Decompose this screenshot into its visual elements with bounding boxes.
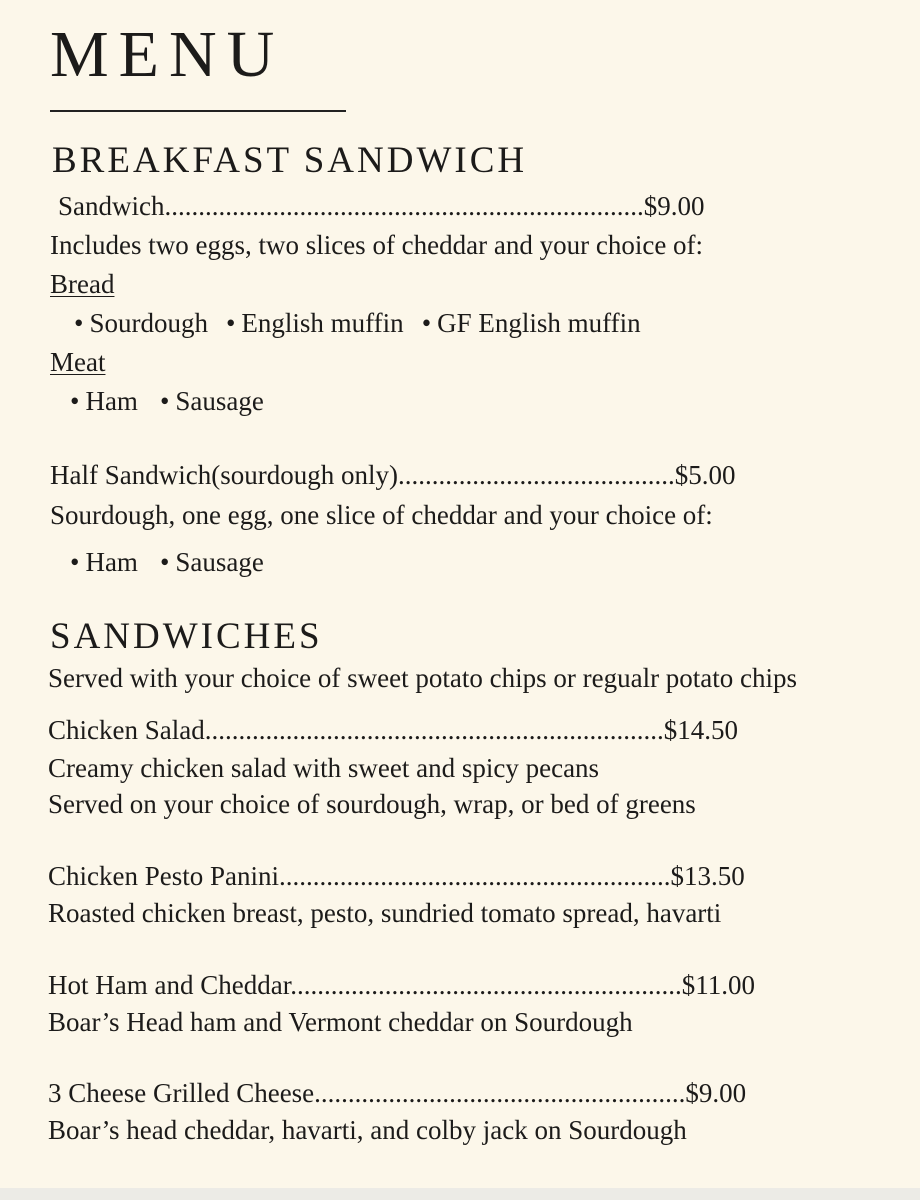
- half-option: Ham: [85, 547, 138, 577]
- item-price-line: 3 Cheese Grilled Cheese.......................................................$9.00: [48, 1078, 747, 1108]
- item-price-line: Hot Ham and Cheddar..........................................................$11.00: [48, 970, 755, 1000]
- item-price-line: Chicken Pesto Panini..........................................................$13.50: [48, 861, 745, 891]
- item-description: Served on your choice of sourdough, wrap, or bed of greens: [48, 789, 696, 819]
- bullet-icon: •: [70, 547, 80, 577]
- bread-label: Bread: [50, 269, 115, 299]
- bullet-icon: •: [159, 547, 170, 577]
- meat-option: Sausage: [175, 386, 264, 416]
- sandwiches-heading: SANDWICHES: [50, 616, 323, 657]
- bullet-icon: •: [225, 308, 236, 338]
- sandwich-description: Includes two eggs, two slices of cheddar and your choice of:: [50, 230, 704, 260]
- item-price-line: Chicken Salad....................................................................$14.50: [48, 715, 738, 745]
- item-description: Boar’s head cheddar, havarti, and colby jack on Sourdough: [48, 1115, 687, 1145]
- sandwiches-subtitle: Served with your choice of sweet potato chips or regualr potato chips: [48, 663, 798, 693]
- item-description: Roasted chicken breast, pesto, sundried tomato spread, havarti: [48, 898, 722, 928]
- title-divider: [50, 110, 346, 112]
- half-options-list: [70, 549, 264, 576]
- menu-title: MENU: [50, 18, 285, 91]
- item-description: Creamy chicken salad with sweet and spicy pecans: [48, 753, 600, 783]
- item-description: Boar’s Head ham and Vermont cheddar on Sourdough: [48, 1007, 633, 1037]
- bread-option: GF English muffin: [437, 308, 641, 338]
- bullet-icon: •: [70, 386, 80, 416]
- bullet-icon: •: [74, 308, 84, 338]
- bread-option: Sourdough: [89, 308, 208, 338]
- half-option: Sausage: [175, 547, 264, 577]
- sandwich-price-line: Sandwich.......................................................................$9.00: [58, 191, 705, 221]
- half-sandwich-price-line: Half Sandwich(sourdough only).........................................$5.00: [50, 460, 736, 490]
- bread-options-list: [74, 310, 641, 337]
- meat-label: Meat: [50, 347, 106, 377]
- meat-options-list: [70, 388, 264, 415]
- half-sandwich-description: Sourdough, one egg, one slice of cheddar and your choice of:: [50, 500, 713, 530]
- bullet-icon: •: [421, 308, 432, 338]
- meat-option: Ham: [85, 386, 138, 416]
- bread-option: English muffin: [241, 308, 404, 338]
- bullet-icon: •: [159, 386, 170, 416]
- breakfast-heading: BREAKFAST SANDWICH: [52, 140, 528, 181]
